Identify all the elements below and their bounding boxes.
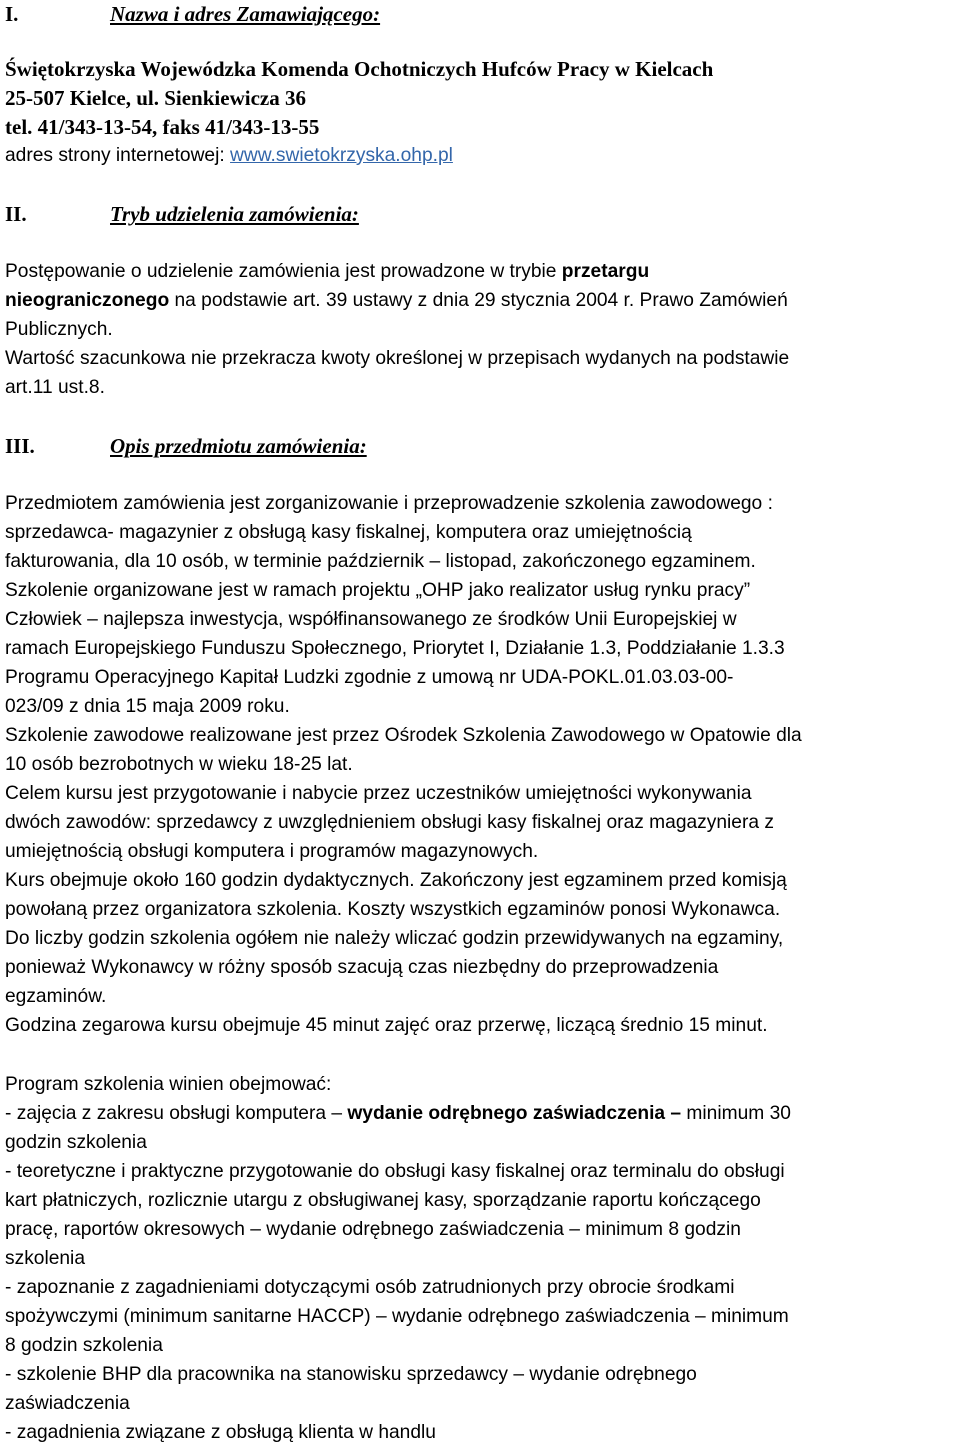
text-line: Szkolenie organizowane jest w ramach projektu „OHP jako realizator usług rynku pracy” bbox=[5, 580, 751, 601]
text-line: 10 osób bezrobotnych w wieku 18-25 lat. bbox=[5, 754, 353, 775]
website-label: adres strony internetowej: bbox=[5, 145, 231, 166]
procedure-line-3: Publicznych. bbox=[5, 319, 113, 340]
text-line: 8 godzin szkolenia bbox=[5, 1335, 163, 1356]
text-line: pracę, raportów okresowych – wydanie odrębnego zaświadczenia – minimum 8 godzin bbox=[5, 1219, 741, 1240]
text-line: spożywczymi (minimum sanitarne HACCP) – wydanie odrębnego zaświadczenia – minimum bbox=[5, 1306, 789, 1327]
procedure-text-2: na podstawie art. 39 ustawy z dnia 29 stycznia 2004 r. Prawo Zamówień bbox=[169, 290, 788, 311]
text-line: Przedmiotem zamówienia jest zorganizowanie i przeprowadzenie szkolenia zawodowego : bbox=[5, 493, 773, 514]
section-3-title: Opis przedmiotu zamówienia: bbox=[110, 434, 367, 458]
organization-address: 25-507 Kielce, ul. Sienkiewicza 36 bbox=[5, 86, 306, 110]
text-line: Szkolenie zawodowe realizowane jest przez Ośrodek Szkolenia Zawodowego w Opatowie dla bbox=[5, 725, 802, 746]
text-line: ponieważ Wykonawcy w różny sposób szacują czas niezbędny do przeprowadzenia bbox=[5, 957, 719, 978]
text-line: Programu Operacyjnego Kapitał Ludzki zgodnie z umową nr UDA-POKL.01.03.03-00- bbox=[5, 667, 734, 688]
text-line: szkolenia bbox=[5, 1248, 85, 1269]
program-item-1-bold: wydanie odrębnego zaświadczenia – bbox=[347, 1103, 682, 1124]
text-line: Celem kursu jest przygotowanie i nabycie przez uczestników umiejętności wykonywania bbox=[5, 783, 752, 804]
organization-name: Świętokrzyska Wojewódzka Komenda Ochotniczych Hufców Pracy w Kielcach bbox=[5, 57, 714, 81]
text-line: Godzina zegarowa kursu obejmuje 45 minut zajęć oraz przerwę, liczącą średnio 15 minut. bbox=[5, 1015, 768, 1036]
text-line: fakturowania, dla 10 osób, w terminie październik – listopad, zakończonego egzaminem. bbox=[5, 551, 756, 572]
text-line: 023/09 z dnia 15 maja 2009 roku. bbox=[5, 696, 290, 717]
section-2-title: Tryb udzielenia zamówienia: bbox=[110, 202, 359, 226]
program-item-1-text: - zajęcia z zakresu obsługi komputera – bbox=[5, 1103, 348, 1124]
text-line: sprzedawca- magazynier z obsługą kasy fiskalnej, komputera oraz umiejętnością bbox=[5, 522, 692, 543]
text-line: - teoretyczne i praktyczne przygotowanie do obsługi kasy fiskalnej oraz terminalu do obsługi bbox=[5, 1161, 785, 1182]
text-line: - zapoznanie z zagadnieniami dotyczącymi osób zatrudnionych przy obrocie środkami bbox=[5, 1277, 735, 1298]
website-link[interactable]: www.swietokrzyska.ohp.pl bbox=[230, 145, 453, 166]
text-line: dwóch zawodów: sprzedawcy z uwzględnieniem obsługi kasy fiskalnej oraz magazyniera z bbox=[5, 812, 774, 833]
procedure-text: Postępowanie o udzielenie zamówienia jest prowadzone w trybie bbox=[5, 261, 562, 282]
organization-phone: tel. 41/343-13-54, faks 41/343-13-55 bbox=[5, 115, 320, 139]
section-2-number: II. bbox=[5, 202, 27, 226]
text-line: kart płatniczych, rozlicznie utargu z obsługiwanej kasy, sporządzanie raportu kończącego bbox=[5, 1190, 761, 1211]
procedure-line-1 bbox=[5, 262, 649, 281]
text-line: ramach Europejskiego Funduszu Społecznego, Priorytet I, Działanie 1.3, Poddziałanie 1.3.3 bbox=[5, 638, 785, 659]
text-line: egzaminów. bbox=[5, 986, 107, 1007]
procedure-bold-text-2: nieograniczonego bbox=[5, 290, 170, 311]
program-intro: Program szkolenia winien obejmować: bbox=[5, 1074, 332, 1095]
text-line: - szkolenie BHP dla pracownika na stanowisku sprzedawcy – wydanie odrębnego bbox=[5, 1364, 697, 1385]
program-item-1-cont: godzin szkolenia bbox=[5, 1132, 147, 1153]
program-item-1 bbox=[5, 1104, 791, 1123]
text-line: - zagadnienia związane z obsługą klienta w handlu bbox=[5, 1422, 436, 1443]
text-line: Kurs obejmuje około 160 godzin dydaktycznych. Zakończony jest egzaminem przed komisją bbox=[5, 870, 787, 891]
value-line-1: Wartość szacunkowa nie przekracza kwoty określonej w przepisach wydanych na podstawie bbox=[5, 348, 790, 369]
program-item-1-tail: minimum 30 bbox=[681, 1103, 791, 1124]
value-line-2: art.11 ust.8. bbox=[5, 377, 105, 398]
text-line: Do liczby godzin szkolenia ogółem nie należy wliczać godzin przewidywanych na egzaminy, bbox=[5, 928, 784, 949]
section-3-number: III. bbox=[5, 434, 35, 458]
procedure-bold-text: przetargu bbox=[561, 261, 650, 282]
text-line: Człowiek – najlepsza inwestycja, współfinansowanego ze środków Unii Europejskiej w bbox=[5, 609, 737, 630]
website-line bbox=[5, 146, 453, 165]
text-line: umiejętnością obsługi komputera i programów magazynowych. bbox=[5, 841, 539, 862]
procedure-line-2 bbox=[5, 291, 788, 310]
section-1-title: Nazwa i adres Zamawiającego: bbox=[110, 2, 381, 26]
section-1-number: I. bbox=[5, 2, 19, 26]
text-line: powołaną przez organizatora szkolenia. Koszty wszystkich egzaminów ponosi Wykonawca. bbox=[5, 899, 781, 920]
text-line: zaświadczenia bbox=[5, 1393, 130, 1414]
